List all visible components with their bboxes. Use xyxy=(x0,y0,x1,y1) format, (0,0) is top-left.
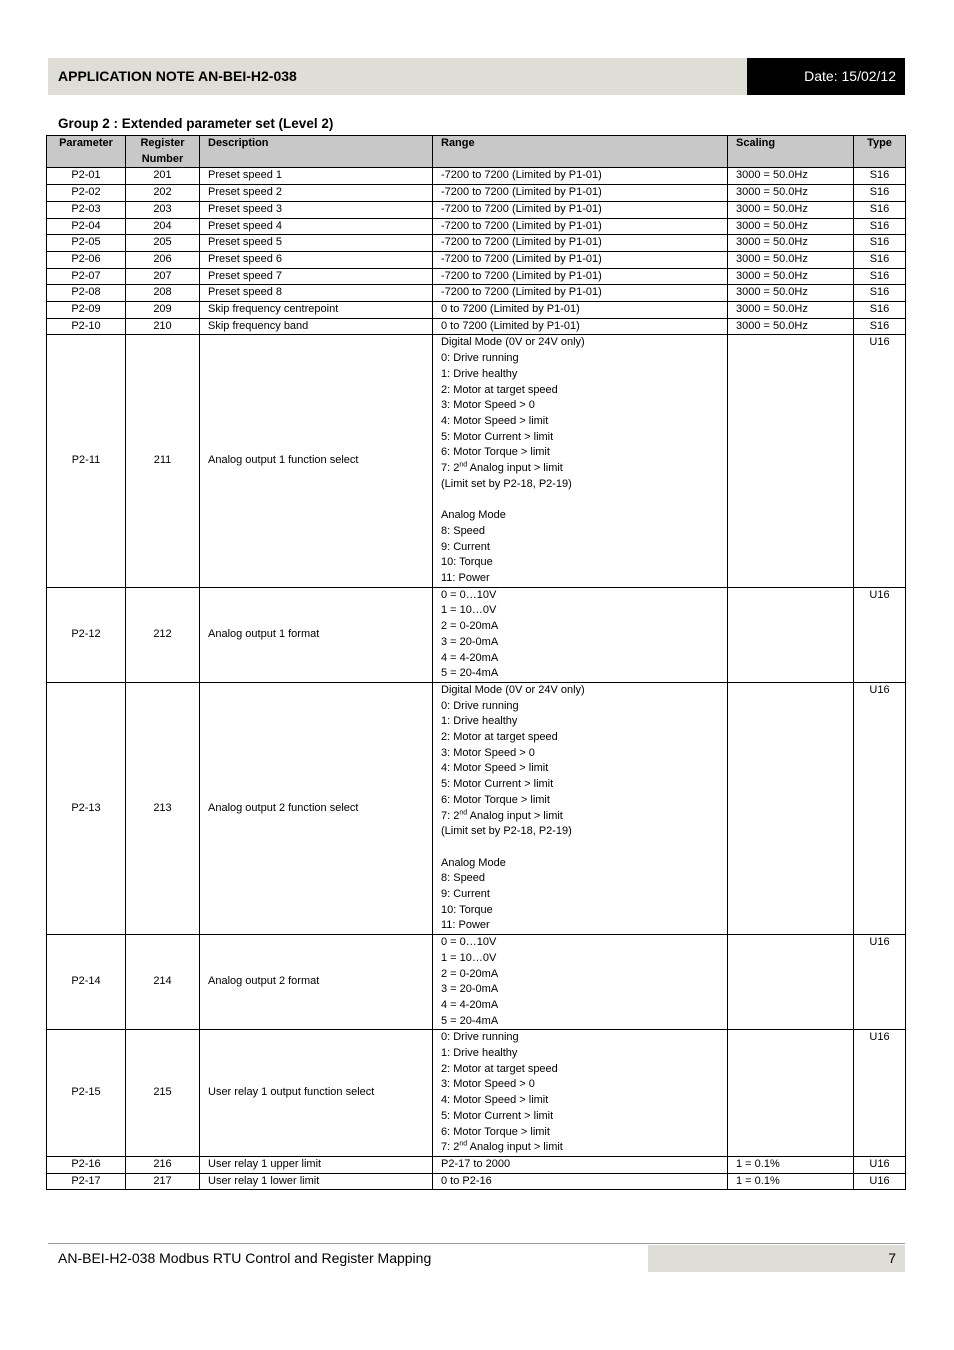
cell-register-number: 214 xyxy=(126,935,200,1030)
cell-description: Analog output 1 function select xyxy=(200,335,433,587)
cell-description: User relay 1 output function select xyxy=(200,1030,433,1157)
cell-description: User relay 1 lower limit xyxy=(200,1173,433,1190)
cell-scaling: 3000 = 50.0Hz xyxy=(728,268,854,285)
section-title: Group 2 : Extended parameter set (Level 2) xyxy=(58,116,334,131)
cell-register-number: 208 xyxy=(126,285,200,302)
cell-type: S16 xyxy=(854,318,906,335)
table-row xyxy=(47,251,906,268)
cell-range: P2-17 to 2000 xyxy=(433,1157,728,1174)
cell-register-number: 216 xyxy=(126,1157,200,1174)
cell-register-number: 206 xyxy=(126,251,200,268)
cell-register-number: 203 xyxy=(126,201,200,218)
cell-description: Preset speed 5 xyxy=(200,235,433,252)
cell-parameter: P2-12 xyxy=(47,587,126,682)
cell-register-number: 205 xyxy=(126,235,200,252)
cell-parameter: P2-08 xyxy=(47,285,126,302)
table-row xyxy=(47,1030,906,1157)
table-row xyxy=(47,302,906,319)
cell-range: 0 = 0…10V 1 = 10…0V 2 = 0-20mA 3 = 20-0mA 4 = 4-20mA 5 = 20-4mA xyxy=(433,935,728,1030)
cell-description: Preset speed 8 xyxy=(200,285,433,302)
cell-parameter: P2-13 xyxy=(47,682,126,934)
cell-description: Preset speed 3 xyxy=(200,201,433,218)
cell-scaling: 1 = 0.1% xyxy=(728,1157,854,1174)
cell-register-number: 204 xyxy=(126,218,200,235)
document-header-title: APPLICATION NOTE AN-BEI-H2-038 xyxy=(48,58,747,95)
cell-parameter: P2-15 xyxy=(47,1030,126,1157)
cell-register-number: 209 xyxy=(126,302,200,319)
cell-description: Analog output 2 format xyxy=(200,935,433,1030)
cell-range: -7200 to 7200 (Limited by P1-01) xyxy=(433,168,728,185)
cell-range: -7200 to 7200 (Limited by P1-01) xyxy=(433,235,728,252)
table-row xyxy=(47,201,906,218)
cell-parameter: P2-07 xyxy=(47,268,126,285)
column-header-type: Type xyxy=(854,136,906,168)
table-header-row xyxy=(47,136,906,168)
cell-scaling: 3000 = 50.0Hz xyxy=(728,201,854,218)
cell-scaling: 3000 = 50.0Hz xyxy=(728,235,854,252)
table-row xyxy=(47,935,906,1030)
cell-description: Analog output 2 function select xyxy=(200,682,433,934)
cell-scaling: 3000 = 50.0Hz xyxy=(728,168,854,185)
cell-type: U16 xyxy=(854,935,906,1030)
table-row xyxy=(47,1157,906,1174)
cell-type: S16 xyxy=(854,268,906,285)
cell-scaling: 3000 = 50.0Hz xyxy=(728,218,854,235)
cell-register-number: 215 xyxy=(126,1030,200,1157)
cell-description: Skip frequency centrepoint xyxy=(200,302,433,319)
cell-range: -7200 to 7200 (Limited by P1-01) xyxy=(433,218,728,235)
cell-parameter: P2-06 xyxy=(47,251,126,268)
cell-range: 0 = 0…10V 1 = 10…0V 2 = 0-20mA 3 = 20-0mA 4 = 4-20mA 5 = 20-4mA xyxy=(433,587,728,682)
cell-description: Preset speed 1 xyxy=(200,168,433,185)
cell-type: U16 xyxy=(854,1157,906,1174)
cell-scaling xyxy=(728,935,854,1030)
cell-scaling: 3000 = 50.0Hz xyxy=(728,318,854,335)
cell-description: Preset speed 7 xyxy=(200,268,433,285)
cell-scaling: 1 = 0.1% xyxy=(728,1173,854,1190)
column-header-scaling: Scaling xyxy=(728,136,854,168)
cell-scaling: 3000 = 50.0Hz xyxy=(728,302,854,319)
document-date: Date: 15/02/12 xyxy=(747,58,905,95)
table-row xyxy=(47,218,906,235)
cell-parameter: P2-17 xyxy=(47,1173,126,1190)
cell-register-number: 211 xyxy=(126,335,200,587)
cell-register-number: 207 xyxy=(126,268,200,285)
cell-description: Skip frequency band xyxy=(200,318,433,335)
cell-scaling xyxy=(728,335,854,587)
table-row xyxy=(47,168,906,185)
cell-type: U16 xyxy=(854,587,906,682)
cell-range: 0 to 7200 (Limited by P1-01) xyxy=(433,302,728,319)
cell-range: -7200 to 7200 (Limited by P1-01) xyxy=(433,268,728,285)
cell-parameter: P2-04 xyxy=(47,218,126,235)
cell-type: S16 xyxy=(854,285,906,302)
cell-type: S16 xyxy=(854,218,906,235)
table-row xyxy=(47,335,906,587)
column-header-description: Description xyxy=(200,136,433,168)
cell-description: Preset speed 2 xyxy=(200,185,433,202)
cell-range: 0: Drive running 1: Drive healthy 2: Motor at target speed 3: Motor Speed > 0 4: Motor Speed > limit 5: Motor Current > limit 6: Motor Torque > limit 7: 2nd Analog input > limit xyxy=(433,1030,728,1157)
cell-type: U16 xyxy=(854,1173,906,1190)
cell-description: Preset speed 6 xyxy=(200,251,433,268)
cell-scaling xyxy=(728,1030,854,1157)
page-number: 7 xyxy=(648,1245,905,1272)
cell-register-number: 213 xyxy=(126,682,200,934)
cell-register-number: 201 xyxy=(126,168,200,185)
cell-range: Digital Mode (0V or 24V only) 0: Drive running 1: Drive healthy 2: Motor at target speed 3: Motor Speed > 0 4: Motor Speed > limit 5: Motor Current > limit 6: Motor Torque > limit 7: 2nd Analog input > limit (Limit set by P2-18, P2-19) Analog Mode 8: Speed 9: Current 10: Torque 11: Power xyxy=(433,682,728,934)
cell-description: User relay 1 upper limit xyxy=(200,1157,433,1174)
cell-parameter: P2-11 xyxy=(47,335,126,587)
cell-scaling: 3000 = 50.0Hz xyxy=(728,285,854,302)
table-row xyxy=(47,235,906,252)
cell-type: S16 xyxy=(854,235,906,252)
column-header-range: Range xyxy=(433,136,728,168)
cell-parameter: P2-01 xyxy=(47,168,126,185)
cell-range: -7200 to 7200 (Limited by P1-01) xyxy=(433,285,728,302)
cell-range: Digital Mode (0V or 24V only) 0: Drive running 1: Drive healthy 2: Motor at target speed 3: Motor Speed > 0 4: Motor Speed > limit 5: Motor Current > limit 6: Motor Torque > limit 7: 2nd Analog input > limit (Limit set by P2-18, P2-19) Analog Mode 8: Speed 9: Current 10: Torque 11: Power xyxy=(433,335,728,587)
cell-description: Preset speed 4 xyxy=(200,218,433,235)
table-row xyxy=(47,682,906,934)
table-row xyxy=(47,587,906,682)
cell-parameter: P2-05 xyxy=(47,235,126,252)
cell-parameter: P2-09 xyxy=(47,302,126,319)
table-row xyxy=(47,285,906,302)
cell-scaling xyxy=(728,682,854,934)
cell-register-number: 210 xyxy=(126,318,200,335)
cell-type: S16 xyxy=(854,185,906,202)
cell-range: 0 to P2-16 xyxy=(433,1173,728,1190)
cell-type: S16 xyxy=(854,201,906,218)
cell-type: S16 xyxy=(854,251,906,268)
cell-type: S16 xyxy=(854,302,906,319)
cell-description: Analog output 1 format xyxy=(200,587,433,682)
table-row xyxy=(47,268,906,285)
cell-register-number: 202 xyxy=(126,185,200,202)
cell-register-number: 212 xyxy=(126,587,200,682)
cell-parameter: P2-10 xyxy=(47,318,126,335)
cell-range: -7200 to 7200 (Limited by P1-01) xyxy=(433,251,728,268)
cell-parameter: P2-02 xyxy=(47,185,126,202)
cell-type: U16 xyxy=(854,682,906,934)
cell-scaling: 3000 = 50.0Hz xyxy=(728,185,854,202)
cell-parameter: P2-16 xyxy=(47,1157,126,1174)
cell-scaling: 3000 = 50.0Hz xyxy=(728,251,854,268)
column-header-parameter: Parameter xyxy=(47,136,126,168)
cell-range: -7200 to 7200 (Limited by P1-01) xyxy=(433,201,728,218)
table-row xyxy=(47,1173,906,1190)
parameter-table xyxy=(46,135,906,1190)
cell-parameter: P2-03 xyxy=(47,201,126,218)
footer-title: AN-BEI-H2-038 Modbus RTU Control and Register Mapping xyxy=(58,1250,432,1266)
cell-range: 0 to 7200 (Limited by P1-01) xyxy=(433,318,728,335)
column-header-register-number: Register Number xyxy=(126,136,200,168)
footer-divider xyxy=(48,1243,905,1244)
cell-register-number: 217 xyxy=(126,1173,200,1190)
table-row xyxy=(47,185,906,202)
table-row xyxy=(47,318,906,335)
cell-type: U16 xyxy=(854,335,906,587)
cell-type: U16 xyxy=(854,1030,906,1157)
cell-scaling xyxy=(728,587,854,682)
cell-range: -7200 to 7200 (Limited by P1-01) xyxy=(433,185,728,202)
cell-parameter: P2-14 xyxy=(47,935,126,1030)
cell-type: S16 xyxy=(854,168,906,185)
